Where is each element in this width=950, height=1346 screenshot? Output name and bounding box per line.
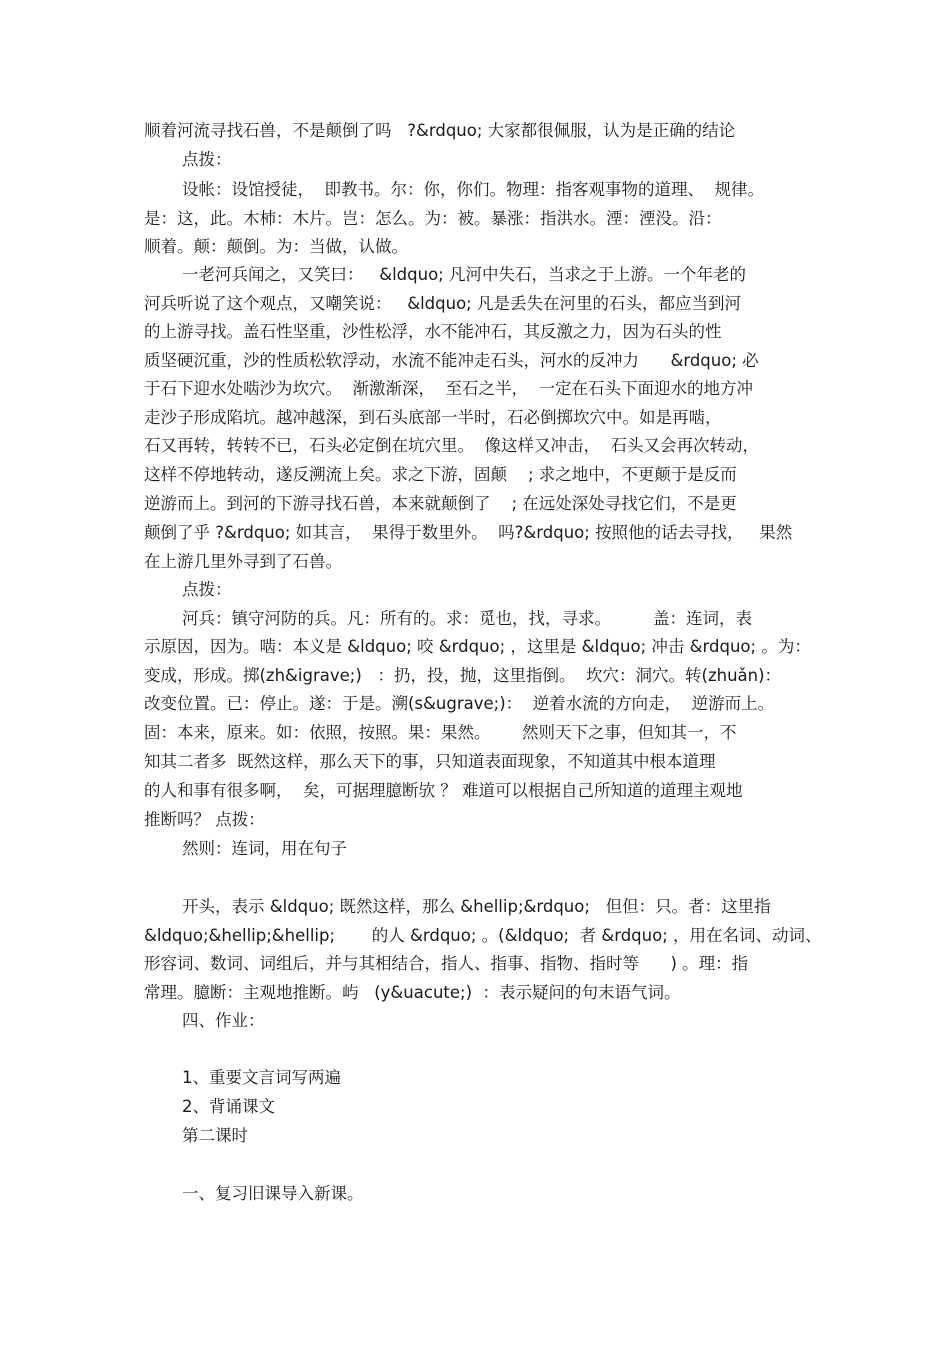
list-item: 1、重要文言词写两遍 [182,1068,341,1087]
section-heading: 一、复习旧课导入新课。 [182,1184,364,1203]
section-heading: 四、作业： [182,1011,265,1030]
text-line: 开头，表示 &ldquo; 既然这样，那么 &hellip;&rdquo; 但但：只。者：这里指 [182,897,771,916]
text-line: 颠倒了乎 ?&rdquo; 如其言， 果得于数里外。 吗?&rdquo; 按照他的话去寻找， 果然 [144,523,793,542]
section-heading: 点拨： [182,150,232,169]
text-line: &ldquo;&hellip;&hellip; 的人 &rdquo; 。(&ldquo; 者 &rdquo; ，用在名词、动词、 [144,926,822,945]
text-line: 河兵听说了这个观点，又嘲笑说： &ldquo; 凡是丢失在河里的石头，都应当到河 [144,294,741,313]
text-line: 逆游而上。到河的下游寻找石兽，本来就颠倒了 ; 在远处深处寻找它们，不是更 [144,494,737,513]
text-line: 石又再转，转转不已，石头必定倒在坑穴里。 像这样又冲击， 石头又会再次转动， [144,436,759,455]
section-heading: 点拨： [182,580,232,599]
text-line: 一老河兵闻之，又笑曰： &ldquo; 凡河中失石，当求之于上游。一个年老的 [182,265,746,284]
text-line: 固：本来，原来。如：依照，按照。果：果然。 然则天下之事，但知其一，不 [144,723,737,742]
text-line: 常理。臆断：主观地推断。屿 (y&uacute;) ：表示疑问的句末语气词。 [144,983,681,1002]
text-line: 走沙子形成陷坑。越冲越深，到石头底部一半时，石必倒掷坎穴中。如是再啮， [144,408,722,427]
text-line: 这样不停地转动，遂反溯流上矣。求之下游，固颠 ; 求之地中，不更颠于是反而 [144,465,737,484]
text-line: 的人和事有很多啊， 矣，可据理臆断欤 ？ 难道可以根据自己所知道的道理主观地 [144,781,743,800]
text-line: 变成，形成。掷(zh&igrave;) ：扔，投，抛，这里指倒。 坎穴：洞穴。转(zhuǎn)： [144,666,782,685]
section-heading: 第二课时 [182,1126,248,1145]
text-line: 河兵：镇守河防的兵。凡：所有的。求：觅也，找，寻求。 盖：连词，表 [182,609,752,628]
text-line: 知其二者多 既然这样，那么天下的事，只知道表面现象，不知道其中根本道理 [144,752,716,771]
text-line: 的上游寻找。盖石性坚重，沙性松浮，水不能冲石，其反激之力，因为石头的性 [144,322,722,341]
text-line: 顺着河流寻找石兽，不是颠倒了吗 ?&rdquo; 大家都很佩服，认为是正确的结论 [144,121,736,140]
text-line: 在上游几里外寻到了石兽。 [144,552,342,571]
list-item: 2、背诵课文 [182,1097,275,1116]
text-line: 示原因，因为。啮：本义是 &ldquo; 咬 &rdquo; ，这里是 &ldquo; 冲击 &rdquo; 。为： [144,637,811,656]
text-line: 设帐：设馆授徒， 即教书。尔：你，你们。物理：指客观事物的道理、 规律。 [182,180,764,199]
text-line: 质坚硬沉重，沙的性质松软浮动，水流不能冲走石头，河水的反冲力 &rdquo; 必 [144,351,759,370]
text-line: 改变位置。已：停止。遂：于是。溯(s&ugrave;)： 逆着水流的方向走， 逆游而上。 [144,694,775,713]
text-line: 形容词、数词、词组后，并与其相结合，指人、指事、指物、指时等 ) 。理：指 [144,954,749,973]
text-line: 然则：连词，用在句子 [182,839,347,858]
text-line: 是：这，此。木杮：木片。岂：怎么。为：被。暴涨：指洪水。湮：湮没。沿： [144,209,722,228]
text-line: 顺着。颠：颠倒。为：当做，认做。 [144,237,408,256]
text-line: 于石下迎水处啮沙为坎穴。 渐激渐深， 至石之半， 一定在石头下面迎水的地方冲 [144,379,753,398]
text-line: 推断吗？ 点拨： [144,810,265,829]
